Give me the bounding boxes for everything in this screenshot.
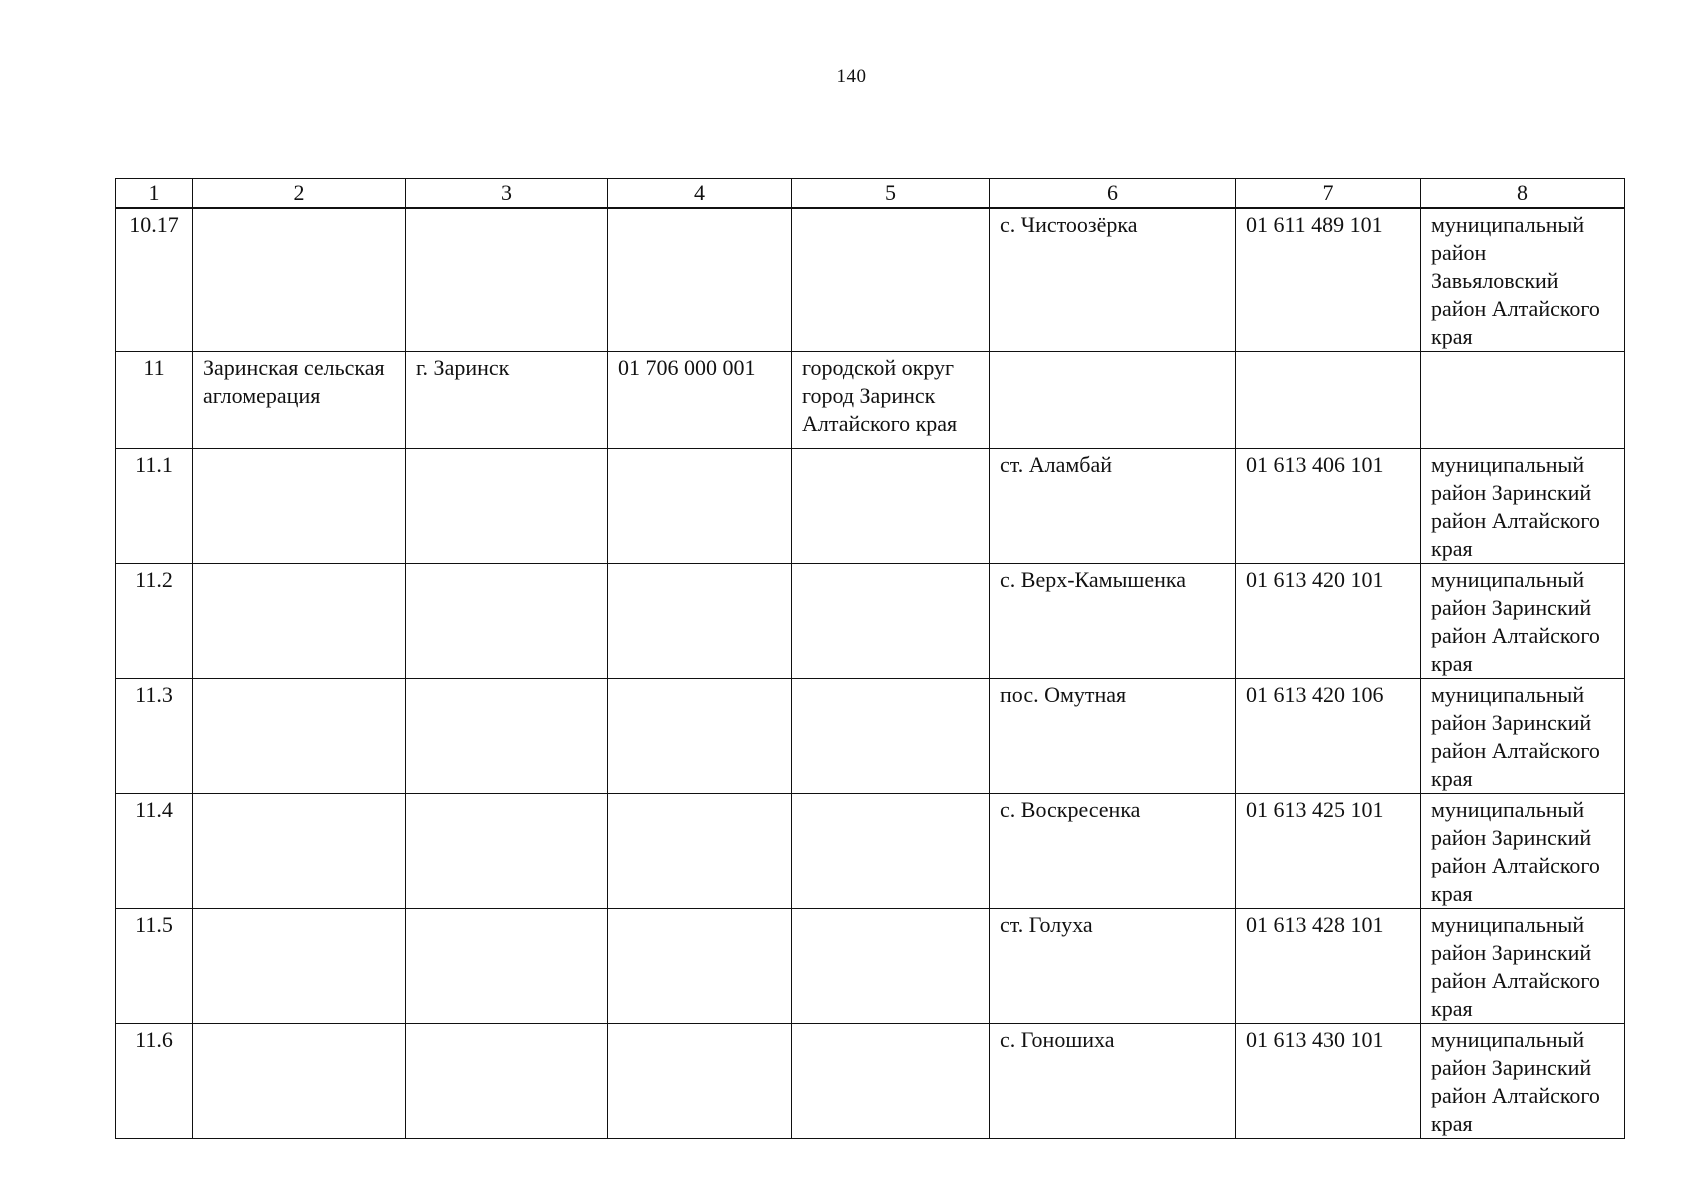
- table-row: [116, 564, 1625, 679]
- center-code-cell: 01 706 000 001: [608, 352, 792, 449]
- row-number-cell: 11.2: [116, 564, 193, 679]
- agglomeration-cell: Заринская сельская агломерация: [193, 352, 406, 449]
- municipality-cell: муниципальный район Завьяловский район Алтайского края: [1421, 208, 1625, 352]
- settlement-code-cell: 01 613 420 101: [1236, 564, 1421, 679]
- settlement-code-cell: 01 611 489 101: [1236, 208, 1421, 352]
- center-cell: [406, 679, 608, 794]
- agglomeration-cell: [193, 679, 406, 794]
- center-code-cell: [608, 679, 792, 794]
- settlement-cell: ст. Голуха: [990, 909, 1236, 1024]
- settlement-cell: с. Чистоозёрка: [990, 208, 1236, 352]
- center-code-cell: [608, 794, 792, 909]
- center-code-cell: [608, 449, 792, 564]
- center-code-cell: [608, 1024, 792, 1139]
- table-row: [116, 679, 1625, 794]
- table-row: [116, 794, 1625, 909]
- settlement-cell: [990, 352, 1236, 449]
- row-number-cell: 11.6: [116, 1024, 193, 1139]
- row-number-cell: 11: [116, 352, 193, 449]
- center-code-cell: [608, 208, 792, 352]
- column-header: 6: [990, 179, 1236, 209]
- column-header: 5: [792, 179, 990, 209]
- table-header-row: [116, 179, 1625, 209]
- settlement-cell: ст. Аламбай: [990, 449, 1236, 564]
- center-cell: г. Заринск: [406, 352, 608, 449]
- column-header: 4: [608, 179, 792, 209]
- settlement-cell: с. Верх-Камышенка: [990, 564, 1236, 679]
- center-cell: [406, 564, 608, 679]
- settlement-cell: с. Воскресенка: [990, 794, 1236, 909]
- center-municipality-cell: [792, 909, 990, 1024]
- row-number-cell: 11.4: [116, 794, 193, 909]
- settlement-code-cell: 01 613 420 106: [1236, 679, 1421, 794]
- center-cell: [406, 909, 608, 1024]
- settlement-code-cell: [1236, 352, 1421, 449]
- table-row: [116, 1024, 1625, 1139]
- column-header: 7: [1236, 179, 1421, 209]
- row-number-cell: 11.3: [116, 679, 193, 794]
- center-cell: [406, 449, 608, 564]
- row-number-cell: 10.17: [116, 208, 193, 352]
- agglomeration-cell: [193, 1024, 406, 1139]
- settlement-code-cell: 01 613 406 101: [1236, 449, 1421, 564]
- agglomeration-cell: [193, 794, 406, 909]
- municipality-cell: муниципальный район Заринский район Алтайского края: [1421, 1024, 1625, 1139]
- settlements-table: [115, 178, 1625, 1139]
- agglomeration-cell: [193, 208, 406, 352]
- center-municipality-cell: [792, 564, 990, 679]
- center-municipality-cell: городской округ город Заринск Алтайского края: [792, 352, 990, 449]
- municipality-cell: муниципальный район Заринский район Алтайского края: [1421, 909, 1625, 1024]
- municipality-cell: муниципальный район Заринский район Алтайского края: [1421, 449, 1625, 564]
- center-municipality-cell: [792, 794, 990, 909]
- page-number: 140: [836, 66, 867, 87]
- center-cell: [406, 1024, 608, 1139]
- center-municipality-cell: [792, 1024, 990, 1139]
- settlement-cell: с. Гоношиха: [990, 1024, 1236, 1139]
- municipality-cell: муниципальный район Заринский район Алтайского края: [1421, 564, 1625, 679]
- table-row: [116, 352, 1625, 449]
- settlement-code-cell: 01 613 430 101: [1236, 1024, 1421, 1139]
- row-number-cell: 11.5: [116, 909, 193, 1024]
- agglomeration-cell: [193, 909, 406, 1024]
- settlement-cell: пос. Омутная: [990, 679, 1236, 794]
- center-code-cell: [608, 564, 792, 679]
- center-municipality-cell: [792, 208, 990, 352]
- municipality-cell: [1421, 352, 1625, 449]
- settlement-code-cell: 01 613 425 101: [1236, 794, 1421, 909]
- center-municipality-cell: [792, 679, 990, 794]
- table-row: [116, 909, 1625, 1024]
- center-cell: [406, 794, 608, 909]
- column-header: 8: [1421, 179, 1625, 209]
- municipality-cell: муниципальный район Заринский район Алтайского края: [1421, 679, 1625, 794]
- settlement-code-cell: 01 613 428 101: [1236, 909, 1421, 1024]
- row-number-cell: 11.1: [116, 449, 193, 564]
- table-row: [116, 208, 1625, 352]
- center-cell: [406, 208, 608, 352]
- column-header: 2: [193, 179, 406, 209]
- municipality-cell: муниципальный район Заринский район Алтайского края: [1421, 794, 1625, 909]
- center-code-cell: [608, 909, 792, 1024]
- column-header: 1: [116, 179, 193, 209]
- agglomeration-cell: [193, 564, 406, 679]
- column-header: 3: [406, 179, 608, 209]
- agglomeration-cell: [193, 449, 406, 564]
- table-row: [116, 449, 1625, 564]
- center-municipality-cell: [792, 449, 990, 564]
